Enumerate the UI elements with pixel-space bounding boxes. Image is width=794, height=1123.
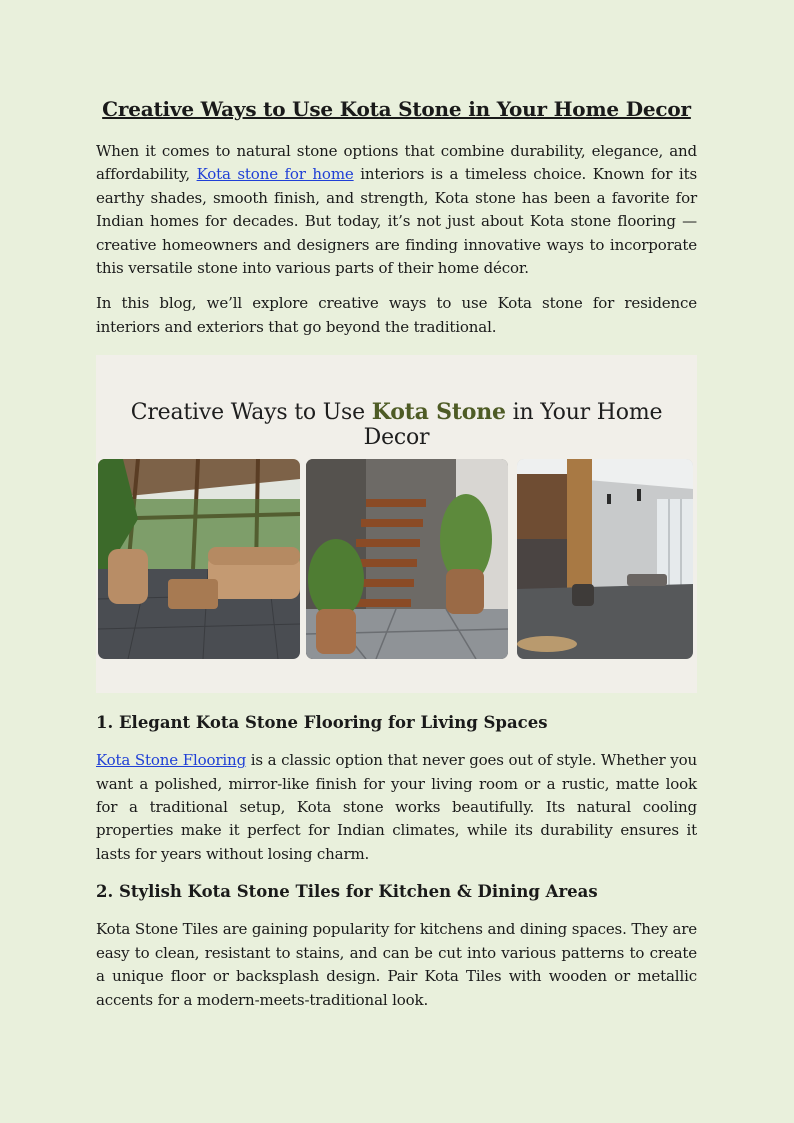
intro-paragraph-2: In this blog, we’ll explore creative ways to use Kota stone for residence interiors and exteriors that go beyond the traditional.: [96, 294, 697, 336]
intro-paragraph: [96, 140, 697, 280]
kota-stone-for-home-link[interactable]: Kota stone for home: [196, 165, 354, 184]
banner-title-highlight: Kota Stone: [371, 399, 506, 426]
page-title: Creative Ways to Use Kota Stone in Your Home Decor: [102, 97, 691, 121]
banner-title-before: Creative Ways to Use: [130, 400, 365, 426]
banner-title-after: in Your Home Decor: [363, 400, 663, 451]
banner-image: [96, 355, 697, 693]
section1-paragraph: [96, 749, 697, 866]
intro-text-after: interiors is a timeless choice. Known for its earthy shades, smooth finish, and strength, Kota stone has been a favorite for Indian homes for decades. But today, it’s not just about Kota stone flooring — creative homeowners and designers are finding innovative ways to incorporate this versatile stone into various parts of their home décor.: [96, 165, 697, 278]
modern-hall-photo: [517, 459, 693, 659]
section2-heading: 2. Stylish Kota Stone Tiles for Kitchen & Dining Areas: [96, 882, 598, 902]
section1-heading: 1. Elegant Kota Stone Flooring for Living Spaces: [96, 713, 548, 733]
document-page: [96, 0, 697, 1012]
banner-title: [96, 399, 697, 450]
sunroom-photo: [98, 459, 300, 659]
section1-text: is a classic option that never goes out of style. Whether you want a polished, mirror-like finish for your living room or a rustic, matte look for a traditional setup, Kota stone works beautifully. Its natural cooling properties make it perfect for Indian climates, while its durability ensures it lasts for years without losing charm.: [96, 751, 697, 863]
section2-paragraph: Kota Stone Tiles are gaining popularity for kitchens and dining spaces. They are easy to clean, resistant to stains, and can be cut into various patterns to create a unique floor or backsplash design. Pair Kota Tiles with wooden or metallic accents for a modern-meets-traditional look.: [96, 920, 697, 1009]
staircase-photo: [306, 459, 508, 659]
intro-text-before: When it comes to natural stone options that combine durability, elegance, and affordability,: [96, 142, 697, 184]
kota-stone-flooring-link[interactable]: Kota Stone Flooring: [96, 751, 247, 770]
